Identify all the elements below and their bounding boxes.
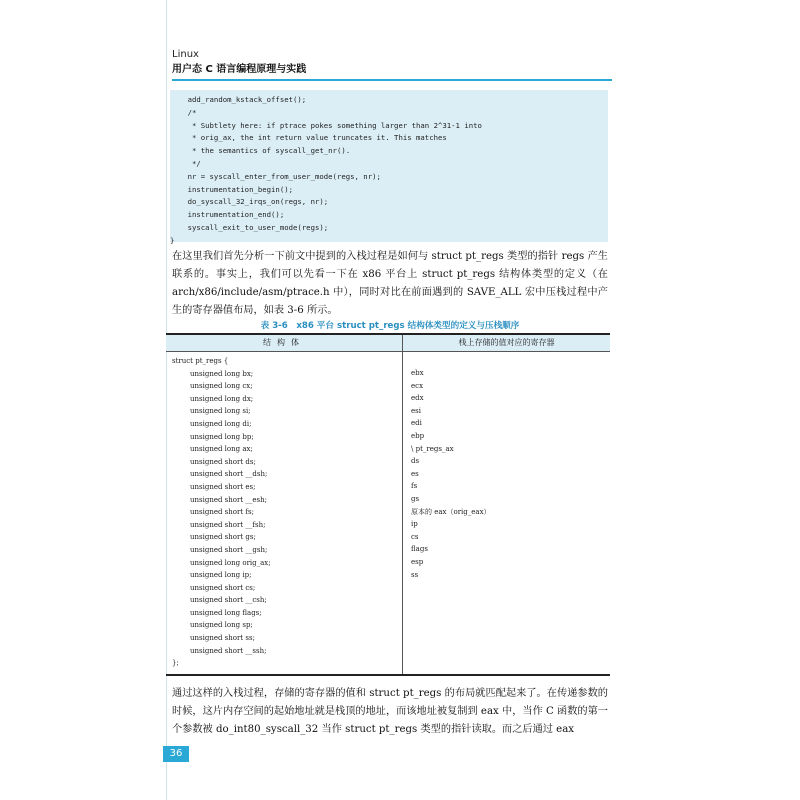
struct-field: unsigned short fs;	[190, 508, 254, 517]
body-paragraph-1	[172, 248, 608, 320]
struct-field: unsigned long cx;	[190, 382, 253, 391]
register-cell: ebp	[411, 431, 425, 440]
struct-field: unsigned short gs;	[190, 533, 256, 542]
struct-open: struct pt_regs {	[172, 357, 229, 365]
code-line: instrumentation_begin();	[170, 184, 294, 194]
register-cell: esi	[411, 406, 421, 415]
struct-field: unsigned short __dsh;	[190, 470, 268, 479]
code-line: * Subtlety here: if ptrace pokes something larger than 2^31-1 into	[170, 120, 482, 130]
struct-field: unsigned short __fsh;	[190, 520, 266, 529]
code-line: instrumentation_end();	[170, 210, 285, 220]
paragraph-text: 通过这样的入栈过程，存储的寄存器的值和 struct pt_regs 的布局就匹配起来了。在传递参数的时候，这片内存空间的起始地址就是栈顶的地址，而该地址被复制到 eax 中，当作 C 函数的第一个参数被 do_int80_syscall_32 当作 struct pt_regs 类型的指针读取。而之后通过 eax	[172, 688, 608, 735]
code-line: * the semantics of syscall_get_nr().	[170, 146, 351, 156]
code-line: add_random_kstack_offset();	[170, 95, 307, 104]
register-cell: cs	[411, 532, 419, 541]
struct-field: unsigned long ip;	[190, 571, 252, 580]
header-rule	[172, 79, 612, 81]
table-header	[166, 335, 610, 352]
struct-field: unsigned long di;	[190, 419, 252, 428]
struct-field: unsigned long si;	[190, 407, 251, 416]
struct-field: unsigned long bp;	[190, 432, 254, 441]
struct-field: unsigned long orig_ax;	[190, 558, 271, 567]
book-title: 用户态 C 语言编程原理与实践	[172, 64, 307, 75]
code-line: do_syscall_32_irqs_on(regs, nr);	[170, 197, 329, 207]
page-number: 36	[163, 746, 189, 762]
code-line: }	[170, 235, 175, 245]
register-cell: ds	[411, 457, 420, 466]
register-cell: ip	[411, 520, 418, 529]
code-line: /*	[170, 107, 197, 117]
code-line: syscall_exit_to_user_mode(regs);	[170, 222, 329, 232]
code-line: * orig_ax, the int return value truncates it. This matches	[170, 133, 447, 143]
struct-field: unsigned short cs;	[190, 583, 256, 592]
register-cell: edi	[411, 419, 422, 428]
register-cell: gs	[411, 494, 420, 503]
struct-close: };	[172, 659, 179, 668]
register-cell: flags	[411, 545, 428, 554]
body-paragraph-2	[172, 685, 608, 739]
code-line: */	[170, 158, 201, 168]
struct-field: unsigned long ax;	[190, 445, 253, 454]
struct-field: unsigned short __esh;	[190, 495, 267, 504]
register-column	[411, 367, 606, 581]
register-cell: fs	[411, 482, 418, 491]
struct-field: unsigned long bx;	[190, 369, 254, 378]
table-caption: 表 3-6 x86 平台 struct pt_regs 结构体类型的定义与压栈顺序	[260, 321, 520, 331]
register-cell: es	[411, 469, 419, 478]
register-cell: ss	[411, 570, 419, 579]
paragraph-text: 在这里我们首先分析一下前文中提到的入栈过程是如何与 struct pt_regs 类型的指针 regs 产生联系的。事实上，我们可以先看一下在 x86 平台上 struct pt_regs 结构体类型的定义（在 arch/x86/include/asm/ptrace.h 中），同时对比在前面遇到的 SAVE_ALL 宏中压栈过程中产生的寄存器值布局，如表 3-6 所示。	[172, 251, 608, 316]
header-register: 栈上存储的值对应的寄存器	[458, 338, 555, 347]
header-struct: 结构体	[263, 338, 305, 347]
register-cell: ebx	[411, 369, 424, 377]
struct-field: unsigned short __ssh;	[190, 646, 267, 655]
register-cell: 原本的 eax（orig_eax）	[411, 507, 491, 516]
series-name: Linux	[172, 49, 199, 60]
struct-field: unsigned long dx;	[190, 394, 254, 403]
running-header	[172, 48, 612, 81]
struct-field: unsigned short es;	[190, 482, 256, 491]
column-divider	[402, 335, 403, 674]
code-block	[170, 90, 608, 245]
struct-field: unsigned short ss;	[190, 634, 255, 643]
register-cell: esp	[411, 557, 424, 566]
register-cell: \ pt_regs_ax	[411, 444, 454, 453]
struct-column	[172, 355, 397, 670]
register-cell: edx	[411, 394, 424, 403]
struct-field: unsigned short __csh;	[190, 596, 267, 605]
struct-field: unsigned short __gsh;	[190, 545, 268, 554]
struct-field: unsigned long flags;	[190, 608, 262, 617]
struct-table	[166, 333, 610, 676]
struct-field: unsigned short ds;	[190, 457, 256, 466]
code-line: nr = syscall_enter_from_user_mode(regs, nr);	[170, 171, 381, 181]
register-cell: ecx	[411, 381, 424, 390]
struct-field: unsigned long sp;	[190, 621, 253, 630]
